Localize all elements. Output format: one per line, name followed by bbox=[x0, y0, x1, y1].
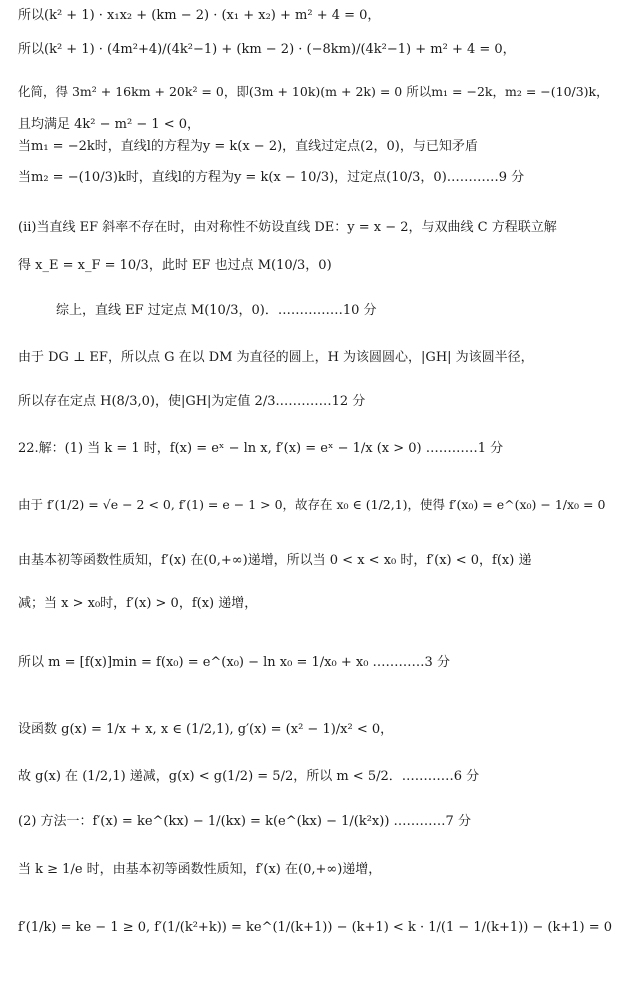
text-line-19: (2) 方法一：f′(x) = ke^(kx) − 1/(kx) = k(e^(kx) − 1/(k²x)) …………7 分 bbox=[18, 814, 471, 829]
text-line-13: 由于 f′(1/2) = √e − 2 < 0, f′(1) = e − 1 > 0，故存在 x₀ ∈ (1/2,1)，使得 f′(x₀) = e^(x₀) − 1/x₀ = 0 bbox=[18, 497, 606, 512]
text-line-4: 且均满足 4k² − m² − 1 < 0， bbox=[18, 117, 201, 132]
text-line-21: f′(1/k) = ke − 1 ≥ 0, f′(1/(k²+k)) = ke^(1/(k+1)) − (k+1) < k · 1/(1 − 1/(k+1)) − (k+1) = 0 bbox=[18, 920, 613, 935]
text-line-7: (ii)当直线 EF 斜率不存在时，由对称性不妨设直线 DE：y = x − 2，与双曲线 C 方程联立解 bbox=[18, 220, 557, 235]
text-line-9: 综上，直线 EF 过定点 M(10/3，0)．……………10 分 bbox=[56, 303, 377, 318]
text-line-18: 故 g(x) 在 (1/2,1) 递减，g(x) < g(1/2) = 5/2，所以 m < 5/2．…………6 分 bbox=[18, 769, 480, 784]
text-line-20: 当 k ≥ 1/e 时，由基本初等函数性质知，f′(x) 在(0,+∞)递增， bbox=[18, 862, 382, 877]
text-line-16: 所以 m = [f(x)]min = f(x₀) = e^(x₀) − ln x₀ = 1/x₀ + x₀ …………3 分 bbox=[18, 655, 450, 670]
text-line-14: 由基本初等函数性质知，f′(x) 在(0,+∞)递增，所以当 0 < x < x₀ 时，f′(x) < 0，f(x) 递 bbox=[18, 553, 532, 568]
text-line-15: 减；当 x > x₀时，f′(x) > 0，f(x) 递增， bbox=[18, 596, 258, 611]
text-line-8: 得 x_E = x_F = 10/3，此时 EF 也过点 M(10/3，0) bbox=[18, 258, 332, 273]
text-line-17: 设函数 g(x) = 1/x + x, x ∈ (1/2,1), g′(x) = (x² − 1)/x² < 0， bbox=[18, 722, 394, 737]
text-line-1: 所以(k² + 1) · x₁x₂ + (km − 2) · (x₁ + x₂) + m² + 4 = 0， bbox=[18, 8, 381, 23]
text-line-6: 当m₂ = −(10/3)k时，直线l的方程为y = k(x − 10/3)，过定点(10/3，0)…………9 分 bbox=[18, 170, 525, 185]
text-line-11: 所以存在定点 H(8/3,0)，使|GH|为定值 2/3.…………12 分 bbox=[18, 394, 366, 409]
text-line-10: 由于 DG ⊥ EF，所以点 G 在以 DM 为直径的圆上，H 为该圆圆心，|GH| 为该圆半径， bbox=[18, 350, 534, 365]
text-line-3: 化简，得 3m² + 16km + 20k² = 0，即(3m + 10k)(m + 2k) = 0 所以m₁ = −2k，m₂ = −(10/3)k， bbox=[18, 84, 609, 99]
text-line-5: 当m₁ = −2k时，直线l的方程为y = k(x − 2)，直线过定点(2，0)，与已知矛盾 bbox=[18, 139, 478, 154]
text-line-2: 所以(k² + 1) · (4m²+4)/(4k²−1) + (km − 2) · (−8km)/(4k²−1) + m² + 4 = 0， bbox=[18, 42, 516, 57]
text-line-12: 22.解：(1) 当 k = 1 时，f(x) = eˣ − ln x, f′(x) = eˣ − 1/x (x > 0) …………1 分 bbox=[18, 441, 504, 456]
